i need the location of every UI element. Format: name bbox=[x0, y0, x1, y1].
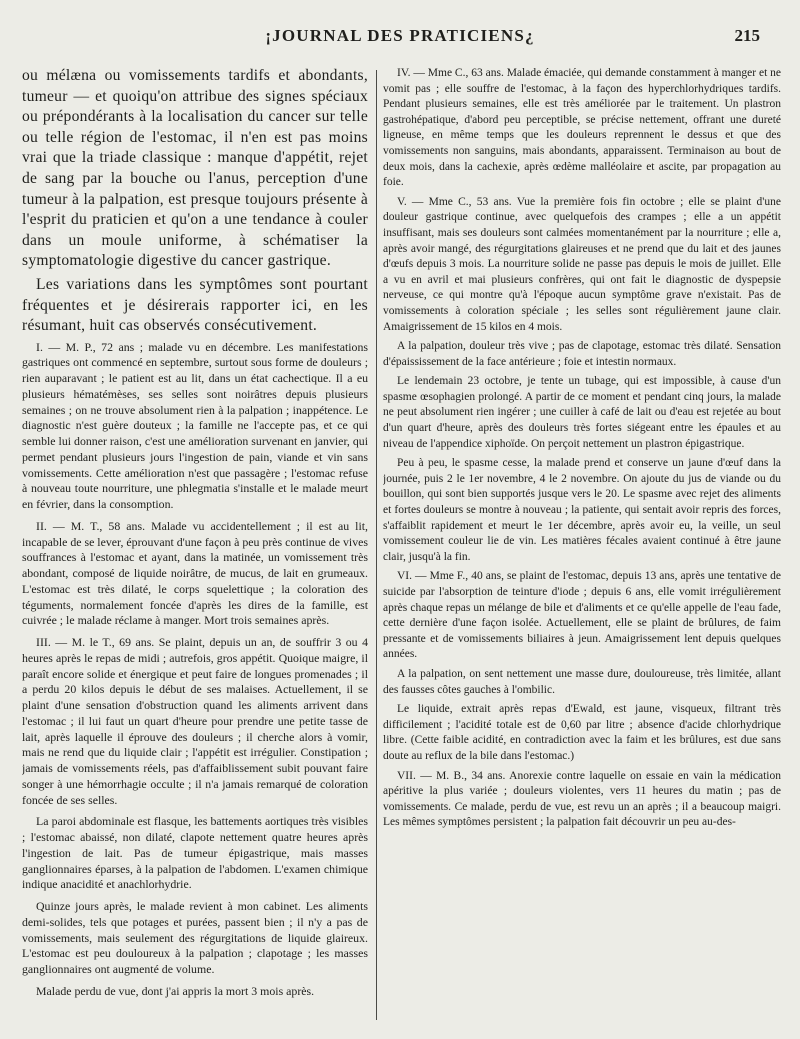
page-header bbox=[30, 26, 770, 52]
case-paragraph: II. — M. T., 58 ans. Malade vu accidentellement ; il est au lit, incapable de se lever, éprouvant d'une façon à peu près continue de vives souffrances à l'estomac et ayant, dans la matinée, un vomissement très abondant, composé de liquide noirâtre, de mucus, de lait en grumeaux. L'estomac est très dilaté, le corps squelettique ; la coloration des téguments, normalement foncée d'après les dires de la famille, est cuivrée ; le malade réclame à manger. Mort trois semaines après. bbox=[22, 518, 368, 628]
right-column bbox=[383, 66, 781, 1026]
case-paragraph: Peu à peu, le spasme cesse, la malade prend et conserve un jaune d'œuf dans la journée, puis 2 le 1er novembre, 4 le 2 novembre. On ajoute du jus de viande ou du bouillon, qui sont bien supportés jusque vers le 20. Le spasme avec rejet des aliments et fortes douleurs se montre à nouveau ; la patiente, qui sentait avoir repris des forces, s'affaiblit rapidement et meurt le 1er décembre, après avoir eu, la veille, un seul vomissement couleur lie de vin. Les matières fécales avaient continué à être jaune clair, jusqu'à la fin. bbox=[383, 457, 781, 563]
page-number: 215 bbox=[734, 26, 760, 45]
left-column bbox=[22, 66, 368, 1026]
case-paragraph: VI. — Mme F., 40 ans, se plaint de l'estomac, depuis 13 ans, après une tentative de suicide par l'absorption de teinture d'iode ; depuis 6 ans, elle vomit irrégulièrement après chaque repas un mélange de bile et d'aliments et ce qu'elle appelle de l'eau fade, cette dernière d'une façon isolée. Actuellement, elle se plaint de brûlures, de faim pressante et de vomissements biliaires à jeun. Amaigrissement lent depuis quelques années. bbox=[383, 570, 781, 661]
case-paragraph: V. — Mme C., 53 ans. Vue la première fois fin octobre ; elle se plaint d'une douleur gastrique continue, avec quelquefois des crampes ; elle a un appétit insuffisant, mais ses douleurs sont calmées momentanément par la nourriture ; elle a, après avoir mangé, des régurgitations glaireuses et ne prend que du lait et des jaunes d'œufs depuis 3 mois. La nourriture solide ne passe pas depuis le mois de juillet. Elle a vu en avril et mai plusieurs confrères, qui ont fait le diagnostic de dyspepsie nerveuse, ce qui montre qu'à l'époque aucun symptôme grave n'existait. Pas de vomissements à coloration spéciale ; les selles sont régulièrement jaune clair. Amaigrissement de 15 kilos en 4 mois. bbox=[383, 195, 781, 333]
lead-paragraph: Les variations dans les symptômes sont pourtant fréquentes et je désirerais rapporter ici, en les résumant, huit cas observés consécutivement. bbox=[22, 275, 368, 335]
case-paragraph: Malade perdu de vue, dont j'ai appris la mort 3 mois après. bbox=[36, 983, 315, 998]
case-paragraph: A la palpation, douleur très vive ; pas de clapotage, estomac très dilaté. Sensation d'épaississement de la face antérieure ; foie et intestin normaux. bbox=[383, 340, 781, 368]
case-paragraph: A la palpation, on sent nettement une masse dure, douloureuse, très limitée, allant des fausses côtes gauches à l'ombilic. bbox=[383, 667, 781, 696]
case-paragraph: IV. — Mme C., 63 ans. Malade émaciée, qui demande constamment à manger et ne vomit pas ; elle souffre de l'estomac, à la façon des hyperchlorhydriques tardifs. Pendant plusieurs semaines, elle est très améliorée par le traitement. Un plastron gastrohépatique, d'abord peu perceptible, se précise nettement, offrant une dureté ligneuse, en même temps que les douleurs reprennent le dessus et que des vomissements non sanguins, mais abondants, apparaissent. Terminaison au bout de deux mois, dans la cachexie, après œdème malléolaire et ascite, par propagation au foie. bbox=[383, 67, 781, 189]
case-paragraph: Le lendemain 23 octobre, je tente un tubage, qui est impossible, à cause d'un spasme œsophagien prolongé. A partir de ce moment et pendant cinq jours, la malade ne peut absolument rien ingérer ; une cuiller à café de lait ou d'eau est rejetée au bout d'un quart d'heure, après des douleurs très fortes siégeant entre les épaules et au niveau de l'appendice xiphoïde. On perçoit nettement un plastron épigastrique. bbox=[383, 375, 781, 450]
lead-text bbox=[22, 66, 368, 337]
case-reports bbox=[22, 340, 368, 1000]
running-head: ¡JOURNAL DES PRATICIENS¿ bbox=[265, 26, 535, 45]
case-paragraph: I. — M. P., 72 ans ; malade vu en décembre. Les manifestations gastriques ont commencé en septembre, surtout sous forme de douleurs ; rien auparavant ; le patient est au lit, dans un état cachectique. Il a eu plusieurs hématémèses, ses selles sont noirâtres depuis plusieurs semaines ; on ne trouve absolument rien à la palpation ; inappétence. Le diagnostic n'est guère douteux ; la famille ne l'accepte pas, et ce qui semble lui donner raison, c'est une amélioration survenant en janvier, qui permet pendant plusieurs jours l'ingestion de pain, viande et vin sans vomissements. Cette amélioration n'est que passagère ; l'estomac refuse à nouveau toute nourriture, une phlegmatia s'installe et le malade meurt en février, dans la consomption. bbox=[22, 339, 368, 512]
case-paragraph: La paroi abdominale est flasque, les battements aortiques très visibles ; l'estomac abaissé, non dilaté, clapote nettement quatre heures après l'ingestion de lait. Pas de tumeur épigastrique, mais masses ganglionnaires éparses, à la palpation de l'abdomen. L'examen chimique indique anacidité et anachlorhydrie. bbox=[22, 814, 368, 892]
column-divider bbox=[376, 70, 377, 1020]
case-paragraph: Quinze jours après, le malade revient à mon cabinet. Les aliments demi-solides, tels que potages et purées, passent bien ; il n'y a pas de vomissements, mais seulement des régurgitations de liquide glaireux. L'estomac est peu douloureux à la palpation ; clapotage ; les masses ganglionnaires ont augmenté de volume. bbox=[22, 899, 368, 977]
case-paragraph: VII. — M. B., 34 ans. Anorexie contre laquelle on essaie en vain la médication apéritive la plus variée ; douleurs violentes, vers 11 heures du matin ; pas de vomissements. Ce malade, perdu de vue, est revu un an après ; il a beaucoup maigri. Les mêmes symptômes persistent ; la palpation fait découvrir un peu au-des- bbox=[383, 769, 781, 829]
lead-paragraph: ou mélæna ou vomissements tardifs et abondants, tumeur — et quoiqu'on attribue des signes spéciaux ou prépondérants à la localisation du cancer sur telle ou telle région de l'estomac, il n'en est pas moins vrai que la triade classique : manque d'appétit, rejet de sang par la bouche ou l'anus, perception d'une tumeur à la palpation, est presque toujours présente à l'esprit du praticien et qu'on a une tendance à couler dans un moule uniforme, à schématiser la symptomatologie digestive du cancer gastrique. bbox=[22, 67, 368, 270]
case-paragraph: III. — M. le T., 69 ans. Se plaint, depuis un an, de souffrir 3 ou 4 heures après le repas de midi ; autrefois, gros appétit. Quoique maigre, il paraît encore solide et énergique et peut faire de longues promenades ; il a perdu 20 kilos depuis le début de ses malaises. Actuellement, il se plaint d'une sensation d'obstruction quand les aliments arrivent dans l'estomac ; il lui faut un quart d'heure pour prendre une petite tasse de lait, après laquelle il éprouve des douleurs ; il cherche alors à vomir, mais ne rend que du liquide clair ; l'appétit est irrégulier. Constipation ; jamais de vomissements réels, pas d'affaiblissement subit pouvant faire songer à une hémorrhagie occulte ; il n'a jamais remarqué de coloration foncée de ses selles. bbox=[22, 635, 368, 807]
case-reports-continued bbox=[383, 66, 781, 831]
case-paragraph: Le liquide, extrait après repas d'Ewald, est jaune, visqueux, filtrant très difficilement ; l'acidité totale est de 0,60 par litre ; absence d'acide chlorhydrique libre. (Cette faible acidité, en contradiction avec la faim et les brûlures, est due sans doute au reflux de la bile dans l'estomac.) bbox=[383, 703, 781, 762]
